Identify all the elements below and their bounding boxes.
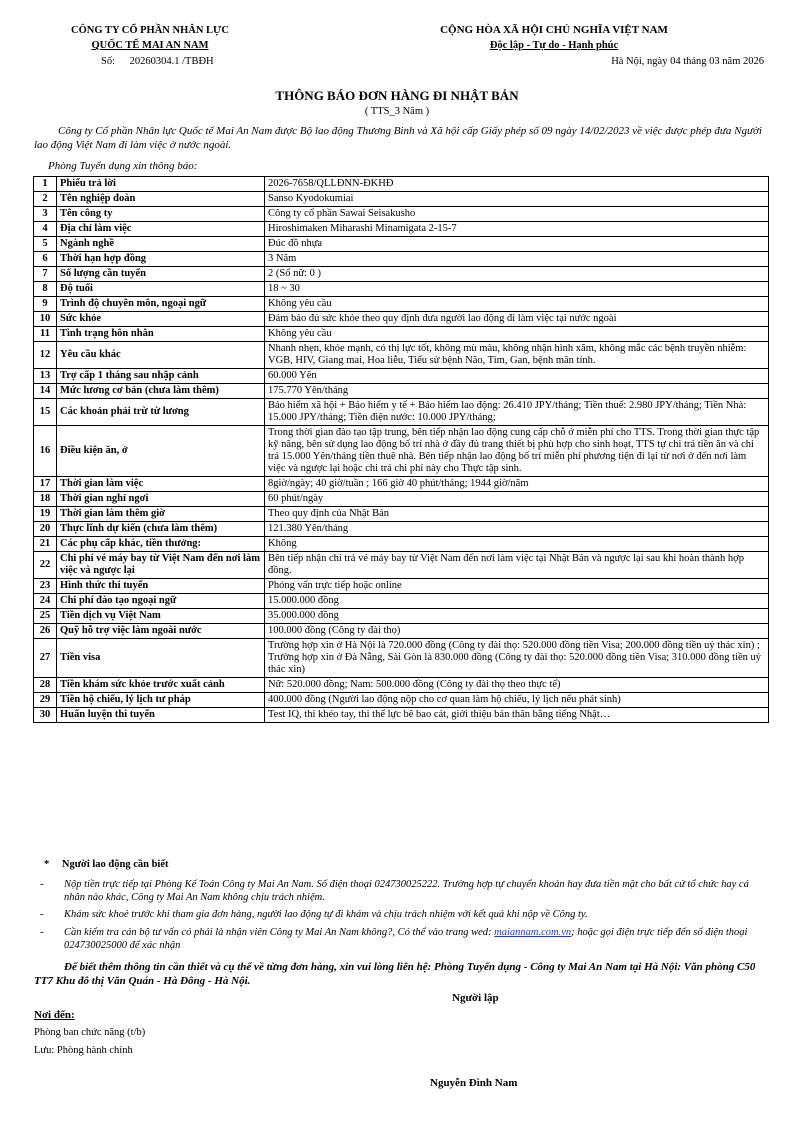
asterisk-icon: *	[44, 859, 50, 870]
table-row	[34, 537, 769, 552]
row-label: Tiền hộ chiếu, lý lịch tư pháp	[57, 693, 265, 708]
row-value: Trong thời gian đào tạo tập trung, bên tiếp nhận lao động cung cấp chỗ ở miễn phí cho TTS. Trong thời gian thực tập kỹ năng, bên sử dụng lao động bố trí nhà ở đầy đủ trang thiết bị phù hợp cho sinh hoạt, TTS tự chi trả tiền ăn và chi trả 15.000 Yên/tháng tiền thuê nhà. Bên tiếp nhận lao động bố trí miễn phí phương tiện đi lại từ nơi ở đến nơi làm việc và ngược lại hoặc chi trả chi phí này cho Thực tập sinh.	[265, 426, 769, 477]
contact-paragraph: Để biết thêm thông tin cần thiết và cụ thể về từng đơn hàng, xin vui lòng liên hệ: Phòng Tuyển dụng - Công ty Mai An Nam tại Hà Nội: Văn phòng C50 TT7 Khu đô thị Văn Quán - Hà Đông - Hà Nội.	[34, 961, 756, 987]
row-value: Không yêu cầu	[265, 327, 769, 342]
nation-header	[384, 23, 724, 53]
row-label: Tên nghiệp đoàn	[57, 192, 265, 207]
table-row	[34, 477, 769, 492]
row-label: Tình trạng hôn nhân	[57, 327, 265, 342]
row-label: Điều kiện ăn, ở	[57, 426, 265, 477]
row-number: 20	[34, 522, 57, 537]
row-label: Các khoản phải trừ từ lương	[57, 399, 265, 426]
note-bullet-1	[40, 878, 755, 904]
row-number: 11	[34, 327, 57, 342]
row-number: 22	[34, 552, 57, 579]
table-row	[34, 609, 769, 624]
note-text-3-pre: Cần kiểm tra cán bộ tư vấn có phải là nhận viên Công ty Mai An Nam không?, Có thể vào trang wed:	[64, 927, 495, 938]
note-bullet-3	[40, 926, 755, 952]
row-label: Số lượng cần tuyển	[57, 267, 265, 282]
row-number: 29	[34, 693, 57, 708]
row-value: 121.380 Yên/tháng	[265, 522, 769, 537]
row-label: Tiền dịch vụ Việt Nam	[57, 609, 265, 624]
note-text-1: Nộp tiền trực tiếp tại Phòng Kế Toán Công ty Mai An Nam. Số điện thoại 024730025222. Trường hợp tự chuyển khoản hay đưa tiền mặt cho bất cứ tổ chức hay cá nhân nào khác, Công ty Mai An Nam không chịu trách nhiệm.	[64, 879, 749, 903]
row-number: 27	[34, 639, 57, 678]
table-row	[34, 552, 769, 579]
row-value: 3 Năm	[265, 252, 769, 267]
row-label: Thời hạn hợp đồng	[57, 252, 265, 267]
recipients-label: Nơi đến:	[34, 1009, 75, 1021]
table-row	[34, 492, 769, 507]
notes-heading	[44, 858, 759, 871]
table-body	[34, 177, 769, 723]
row-value: Sanso Kyodokumiai	[265, 192, 769, 207]
row-number: 8	[34, 282, 57, 297]
table-row	[34, 579, 769, 594]
row-value: Công ty cổ phần Sawai Seisakusho	[265, 207, 769, 222]
row-number: 2	[34, 192, 57, 207]
row-value: Đúc đồ nhựa	[265, 237, 769, 252]
table-row	[34, 594, 769, 609]
row-number: 6	[34, 252, 57, 267]
row-number: 10	[34, 312, 57, 327]
row-label: Sức khỏe	[57, 312, 265, 327]
row-number: 16	[34, 426, 57, 477]
table-row	[34, 252, 769, 267]
row-number: 15	[34, 399, 57, 426]
row-value: 8giờ/ngày; 40 giờ/tuần ; 166 giờ 40 phút/tháng; 1944 giờ/năm	[265, 477, 769, 492]
row-number: 18	[34, 492, 57, 507]
row-value: Không yêu cầu	[265, 297, 769, 312]
row-number: 4	[34, 222, 57, 237]
row-value: 35.000.000 đồng	[265, 609, 769, 624]
table-row	[34, 342, 769, 369]
row-value: Nhanh nhẹn, khỏe mạnh, có thị lực tốt, không mù màu, không nhận hình xăm, không mắc các bệnh truyền nhiễm: VGB, HIV, Giang mai, Hoa liễu, Tiểu sử bệnh Não, Tim, Gan, bệnh mãn tính.	[265, 342, 769, 369]
page-title: THÔNG BÁO ĐƠN HÀNG ĐI NHẬT BẢN	[275, 88, 519, 103]
table-row	[34, 177, 769, 192]
row-number: 23	[34, 579, 57, 594]
row-number: 5	[34, 237, 57, 252]
row-value: 175.770 Yên/tháng	[265, 384, 769, 399]
dash-icon: -	[40, 879, 44, 890]
doc-number	[101, 56, 214, 67]
doc-number-label: Số:	[101, 56, 116, 67]
table-row	[34, 384, 769, 399]
row-number: 14	[34, 384, 57, 399]
row-label: Thực lĩnh dự kiến (chưa làm thêm)	[57, 522, 265, 537]
row-label: Tên công ty	[57, 207, 265, 222]
row-label: Thời gian làm việc	[57, 477, 265, 492]
row-label: Yêu cầu khác	[57, 342, 265, 369]
signer-name: Nguyễn Đình Nam	[430, 1077, 518, 1089]
nation-motto: Độc lập - Tự do - Hạnh phúc	[489, 40, 619, 51]
row-number: 3	[34, 207, 57, 222]
row-value: Test IQ, thi khéo tay, thi thể lực bê bao cát, giới thiệu bản thân bằng tiếng Nhật…	[265, 708, 769, 723]
table-row	[34, 327, 769, 342]
intro-line: Phòng Tuyển dụng xin thông báo:	[48, 160, 198, 172]
row-value: 2 (Số nữ: 0 )	[265, 267, 769, 282]
row-value: Phỏng vấn trực tiếp hoặc online	[265, 579, 769, 594]
row-value: 15.000.000 đồng	[265, 594, 769, 609]
row-value: Theo quy định của Nhật Bản	[265, 507, 769, 522]
row-label: Hình thức thi tuyển	[57, 579, 265, 594]
row-label: Trình độ chuyên môn, ngoại ngữ	[57, 297, 265, 312]
company-name-line1: CÔNG TY CỔ PHẦN NHÂN LỰC	[71, 25, 229, 36]
table-row	[34, 624, 769, 639]
row-number: 12	[34, 342, 57, 369]
company-header	[50, 23, 250, 53]
table-row	[34, 237, 769, 252]
note-text-2: Khám sức khoẻ trước khi tham gia đơn hàng, người lao động tự đi khám và chịu trách nhiệm với kết quả khi nộp về Công ty.	[64, 909, 588, 920]
row-number: 26	[34, 624, 57, 639]
row-label: Địa chỉ làm việc	[57, 222, 265, 237]
table-row	[34, 708, 769, 723]
row-label: Mức lương cơ bản (chưa làm thêm)	[57, 384, 265, 399]
row-value: Nữ: 520.000 đồng; Nam: 500.000 đồng (Công ty đài thọ theo thực tế)	[265, 678, 769, 693]
table-row	[34, 678, 769, 693]
row-label: Thời gian nghỉ ngơi	[57, 492, 265, 507]
table-row	[34, 426, 769, 477]
table-row	[34, 222, 769, 237]
place-date: Hà Nội, ngày 04 tháng 03 năm 2026	[611, 56, 764, 67]
table-row	[34, 399, 769, 426]
row-number: 17	[34, 477, 57, 492]
dash-icon: -	[40, 909, 44, 920]
note-bullet-2	[40, 908, 755, 921]
nation-title: CỘNG HÒA XÃ HỘI CHỦ NGHĨA VIỆT NAM	[440, 24, 668, 36]
row-value: Đảm bảo đủ sức khỏe theo quy định đưa người lao động đi làm việc tại nước ngoài	[265, 312, 769, 327]
note-text-3	[64, 926, 755, 952]
row-number: 19	[34, 507, 57, 522]
company-name-line2: QUỐC TẾ MAI AN NAM	[91, 40, 209, 51]
intro-paragraph: Công ty Cổ phần Nhân lực Quốc tế Mai An Nam được Bộ lao động Thương Binh và Xã hội cấp Giấy phép số 09 ngày 14/02/2023 về việc được phép đưa Người lao động Việt Nam đi làm việc ở nước ngoài.	[34, 125, 762, 151]
row-label: Phiếu trả lời	[57, 177, 265, 192]
table-row	[34, 639, 769, 678]
row-label: Các phụ cấp khác, tiền thưởng:	[57, 537, 265, 552]
row-label: Trợ cấp 1 tháng sau nhập cảnh	[57, 369, 265, 384]
row-number: 7	[34, 267, 57, 282]
row-number: 30	[34, 708, 57, 723]
row-value: Hiroshimaken Miharashi Minamigata 2-15-7	[265, 222, 769, 237]
row-number: 1	[34, 177, 57, 192]
table-row	[34, 507, 769, 522]
table-row	[34, 312, 769, 327]
row-label: Thời gian làm thêm giờ	[57, 507, 265, 522]
row-label: Độ tuổi	[57, 282, 265, 297]
row-number: 13	[34, 369, 57, 384]
table-row	[34, 369, 769, 384]
row-value: 400.000 đồng (Người lao động nộp cho cơ quan làm hộ chiếu, lý lịch nếu phát sinh)	[265, 693, 769, 708]
order-details-table	[33, 176, 769, 723]
table-row	[34, 297, 769, 312]
row-value: 2026-7658/QLLĐNN-ĐKHĐ	[265, 177, 769, 192]
table-row	[34, 522, 769, 537]
website-link[interactable]: maiannam.com.vn	[494, 927, 572, 938]
row-value: 100.000 đồng (Công ty đài thọ)	[265, 624, 769, 639]
row-value: Bên tiếp nhận chi trả vé máy bay từ Việt Nam đến nơi làm việc tại Nhật Bản và ngược lại sau khi hoàn thành hợp đồng.	[265, 552, 769, 579]
notes-heading-text: Người lao động cần biết	[61, 859, 169, 870]
row-label: Tiền khám sức khỏe trước xuất cảnh	[57, 678, 265, 693]
row-number: 28	[34, 678, 57, 693]
row-number: 25	[34, 609, 57, 624]
row-value: 60.000 Yên	[265, 369, 769, 384]
recipient-2: Lưu: Phòng hành chính	[34, 1045, 133, 1056]
row-label: Quỹ hỗ trợ việc làm ngoài nước	[57, 624, 265, 639]
table-row	[34, 693, 769, 708]
page-subtitle: ( TTS_3 Năm )	[364, 106, 430, 117]
row-number: 24	[34, 594, 57, 609]
row-label: Chi phí đào tạo ngoại ngữ	[57, 594, 265, 609]
creator-label: Người lập	[452, 992, 499, 1004]
table-row	[34, 192, 769, 207]
row-label: Ngành nghề	[57, 237, 265, 252]
table-row	[34, 267, 769, 282]
note-text-3-post: ; hoặc gọi điện trực tiếp đến số điện thoại 024730025000 để xác nhận	[64, 927, 748, 951]
row-value: 18 ~ 30	[265, 282, 769, 297]
row-label: Tiền visa	[57, 639, 265, 678]
doc-number-value: 20260304.1 /TBĐH	[129, 56, 214, 67]
row-value: 60 phút/ngày	[265, 492, 769, 507]
row-label: Chi phí vé máy bay từ Việt Nam đến nơi làm việc và ngược lại	[57, 552, 265, 579]
dash-icon: -	[40, 927, 44, 938]
row-label: Huấn luyện thi tuyển	[57, 708, 265, 723]
table-row	[34, 207, 769, 222]
row-number: 21	[34, 537, 57, 552]
row-number: 9	[34, 297, 57, 312]
row-value: Không	[265, 537, 769, 552]
row-value: Bảo hiểm xã hội + Bảo hiểm y tế + Bảo hiểm lao động: 26.410 JPY/tháng; Tiền thuế: 2.980 JPY/tháng; Tiền Nhà: 15.000 JPY/tháng; Tiền điện nước: 10.000 JPY/tháng;	[265, 399, 769, 426]
recipient-1: Phòng ban chức năng (t/b)	[34, 1027, 146, 1038]
row-value: Trường hợp xin ở Hà Nội là 720.000 đồng (Công ty đài thọ: 520.000 đồng tiền Visa; 200.000 đồng tiền uỷ thác xin) ; Trường hợp xin ở Đà Nẵng, Sài Gòn là 830.000 đồng (Công ty đài thọ: 520.000 đồng tiền Visa; 310.000 đồng tiền uỷ thác xin)	[265, 639, 769, 678]
table-row	[34, 282, 769, 297]
